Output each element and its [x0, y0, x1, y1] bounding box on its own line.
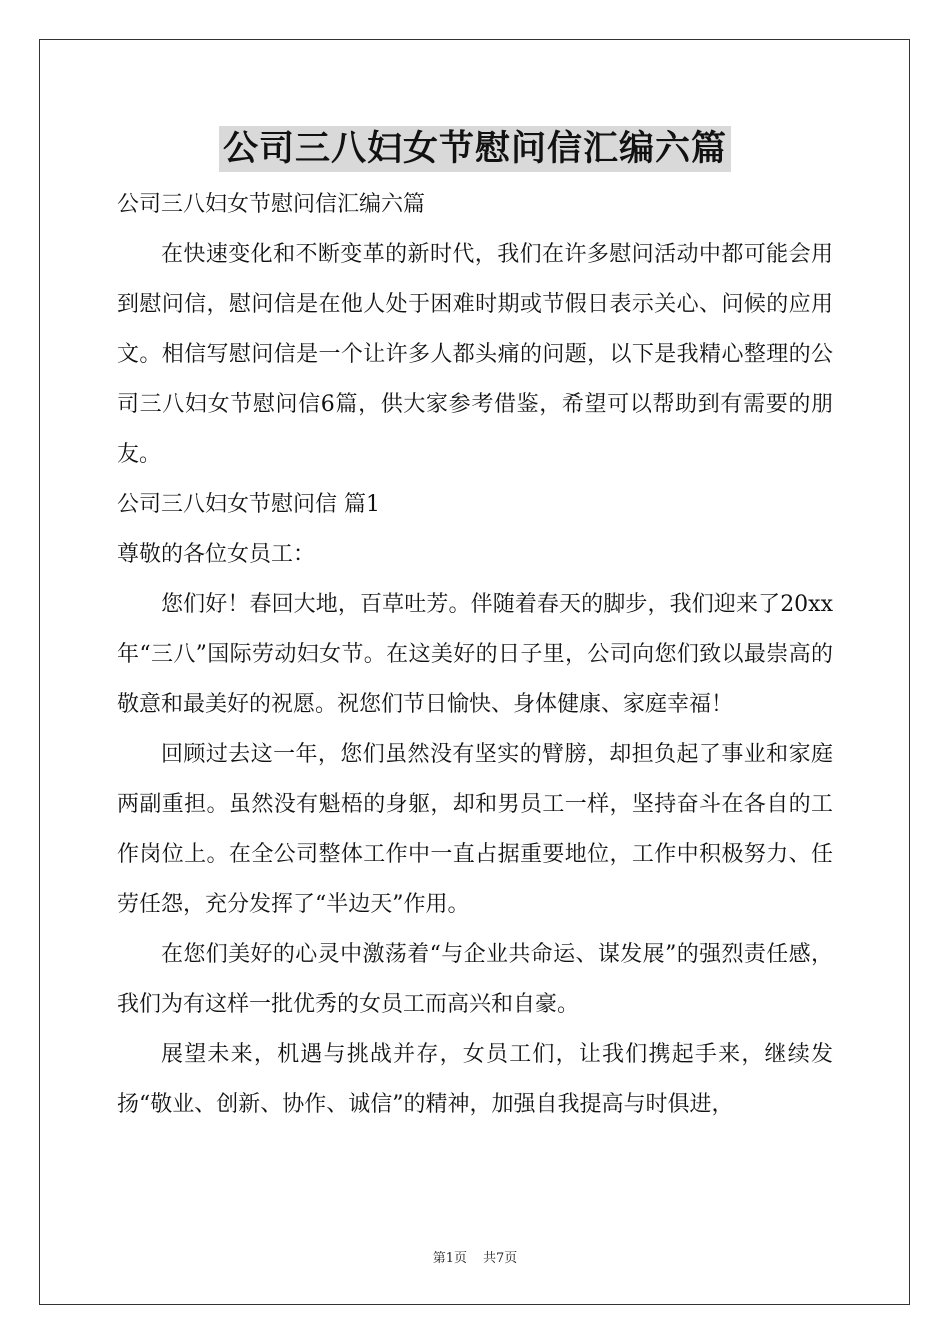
- document-body: [117, 180, 833, 1130]
- paragraph: 展望未来，机遇与挑战并存，女员工们，让我们携起手来，继续发扬“敬业、创新、协作、诚信”的精神，加强自我提高与时俱进，: [117, 1042, 833, 1117]
- document-title: 公司三八妇女节慰问信汇编六篇: [219, 126, 731, 172]
- paragraph: 在快速变化和不断变革的新时代，我们在许多慰问活动中都可能会用到慰问信，慰问信是在他人处于困难时期或节假日表示关心、问候的应用文。相信写慰问信是一个让许多人都头痛的问题，以下是我精心整理的公司三八妇女节慰问信6篇，供大家参考借鉴，希望可以帮助到有需要的朋友。: [117, 242, 833, 467]
- paragraph: 您们好！春回大地，百草吐芳。伴随着春天的脚步，我们迎来了20xx年“三八”国际劳动妇女节。在这美好的日子里，公司向您们致以最崇高的敬意和最美好的祝愿。祝您们节日愉快、身体健康、家庭幸福！: [117, 592, 833, 717]
- paragraph: 回顾过去这一年，您们虽然没有坚实的臂膀，却担负起了事业和家庭两副重担。虽然没有魁梧的身躯，却和男员工一样，坚持奋斗在各自的工作岗位上。在全公司整体工作中一直占据重要地位，工作中积极努力、任劳任怨，充分发挥了“半边天”作用。: [117, 742, 833, 917]
- page-total: 共7页: [483, 1251, 518, 1266]
- paragraph: 在您们美好的心灵中激荡着“与企业共命运、谋发展”的强烈责任感，我们为有这样一批优秀的女员工而高兴和自豪。: [117, 942, 833, 1017]
- title-container: [0, 126, 950, 172]
- salutation: 尊敬的各位女员工：: [117, 542, 316, 567]
- section-heading: 公司三八妇女节慰问信 篇1: [117, 492, 380, 517]
- page-footer: [0, 1247, 950, 1266]
- paragraph: 公司三八妇女节慰问信汇编六篇: [117, 192, 426, 217]
- page-number: 第1页: [432, 1251, 467, 1266]
